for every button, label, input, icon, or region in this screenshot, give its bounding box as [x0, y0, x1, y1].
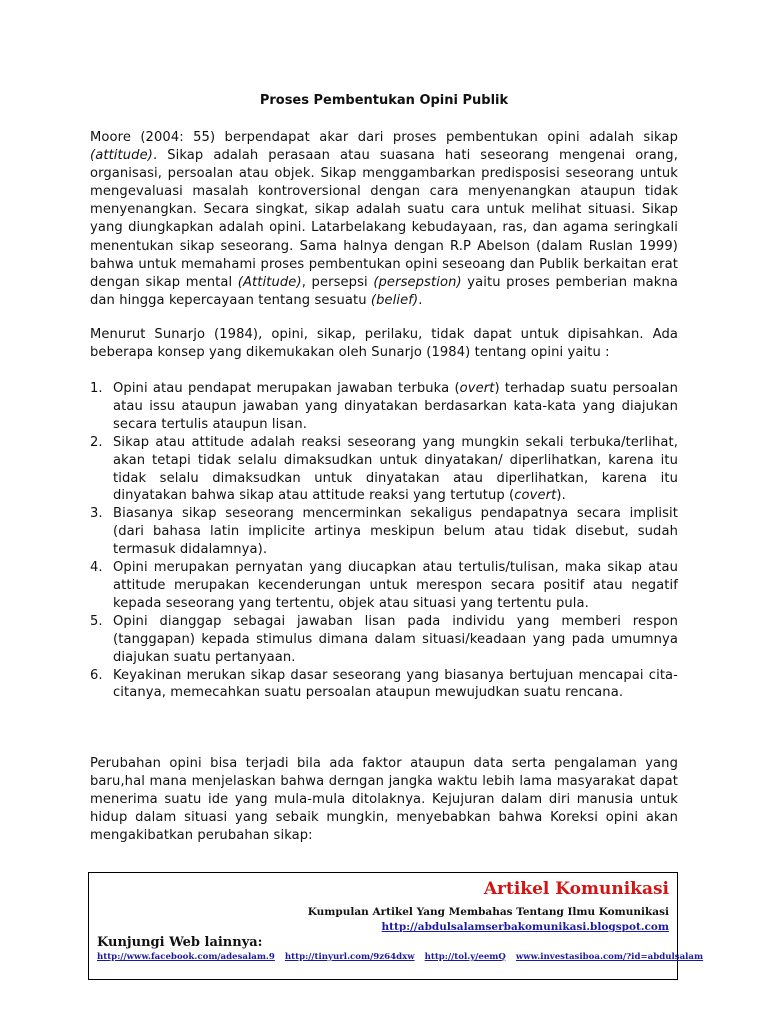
web-links [97, 952, 704, 962]
list-item-number: 4. [90, 560, 103, 576]
list-item-text: Keyakinan merukan sikap dasar seseorang yang biasanya bertujuan mencapai cita-citanya, memecahkan suatu persoalan ataupun mewujudkan suatu rencana. [113, 667, 678, 701]
list-item-text: Sikap atau attitude adalah reaksi seseorang yang mungkin sekali terbuka/terlihat, akan tetapi tidak selalu dimaksudkan untuk dinyatakan/ diperlihatkan, karena itu tidak selalu dimaksudkan untuk dinyatakan atau diperlihatkan, karena itu dinyatakan bahwa sikap atau attitude reaksi yang tertutup (covert). [113, 434, 678, 504]
opinion-concepts-list [90, 380, 678, 702]
brand-title: Artikel Komunikasi [483, 879, 669, 899]
paragraph-intro: Moore (2004: 55) berpendapat akar dari proses pembentukan opini adalah sikap (attitude). Sikap adalah perasaan atau suasana hati seseorang mengenai orang, organisasi, persoalan atau objek. Sikap menggambarkan predisposisi seseorang untuk mengevaluasi masalah kontroversional dengan cara menyenangkan ataupun tidak menyenangkan. Secara singkat, sikap adalah suatu cara untuk melihat situasi. Sikap yang diungkapkan adalah opini. Latarbelakang kebudayaan, ras, dan agama seringkali menentukan sikap seseorang. Sama halnya dengan R.P Abelson (dalam Ruslan 1999) bahwa untuk memahami proses pembentukan opini seseoang dan Publik berkaitan erat dengan sikap mental (Attitude), persepsi (persepstion) yaitu proses pemberian makna dan hingga kepercayaan tentang sesuatu (belief). [90, 130, 678, 308]
paragraph-sunarjo: Menurut Sunarjo (1984), opini, sikap, perilaku, tidak dapat untuk dipisahkan. Ada beberapa konsep yang dikemukakan oleh Sunarjo (1984) tentang opini yaitu : [90, 327, 678, 361]
list-item [90, 434, 678, 506]
list-item [90, 559, 678, 613]
list-item-text: Opini dianggap sebagai jawaban lisan pada individu yang memberi respon (tanggapan) kepada stimulus dimana dalam situasi/keadaan yang pada umumnya diajukan suatu pertanyaan. [113, 613, 678, 665]
list-item [90, 667, 678, 703]
list-item-number: 3. [90, 506, 103, 522]
list-item-text: Biasanya sikap seseorang mencerminkan sekaligus pendapatnya secara implisit (dari bahasa latin implicite artinya meskipun belum atau tidak disebut, sudah termasuk didalamnya). [113, 506, 678, 558]
short-link[interactable]: http://tol.y/eemQ [424, 952, 506, 962]
list-item-number: 5. [90, 613, 103, 629]
visit-label: Kunjungi Web lainnya: [97, 935, 263, 950]
tinyurl-link[interactable]: http://tinyurl.com/9z64dxw [284, 952, 415, 962]
list-item [90, 505, 678, 559]
blog-link[interactable]: http://abdulsalamserbakomunikasi.blogspot.com [381, 921, 669, 933]
list-item-text: Opini atau pendapat merupakan jawaban terbuka (overt) terhadap suatu persoalan atau issu ataupun jawaban yang dinyatakan berdasarkan kata-kata yang diajukan secara tertulis ataupun lisan. [113, 381, 678, 432]
list-item-number: 1. [90, 381, 103, 396]
facebook-link[interactable]: http://www.facebook.com/adesalam.9 [97, 952, 275, 962]
paragraph-conclusion: Perubahan opini bisa terjadi bila ada faktor ataupun data serta pengalaman yang baru,hal mana menjelaskan bahwa derngan jangka waktu lebih lama masyarakat dapat menerima suatu ide yang mula-mula ditolaknya. Kejujuran dalam diri manusia untuk hidup dalam situasi yang sebaik mungkin, menyebabkan bahwa Koreksi opini akan mengakibatkan perubahan sikap: [90, 756, 678, 844]
footer-banner [88, 872, 704, 980]
list-item-number: 6. [90, 667, 103, 683]
investasi-link[interactable]: www.investasiboa.com/?id=abdulsalam [515, 952, 704, 962]
document-title: Proses Pembentukan Opini Publik [259, 93, 509, 108]
list-item-text: Opini merupakan pernyatan yang diucapkan atau tertulis/tulisan, maka sikap atau attitude merupakan kecenderungan untuk merespon secara positif atau negatif kepada seseorang yang tertentu, objek atau situasi yang tertentu pula. [113, 560, 678, 611]
brand-tagline: Kumpulan Artikel Yang Membahas Tentang Ilmu Komunikasi [307, 906, 669, 918]
list-item [90, 613, 678, 667]
list-item [90, 380, 678, 434]
list-item-number: 2. [90, 434, 103, 450]
